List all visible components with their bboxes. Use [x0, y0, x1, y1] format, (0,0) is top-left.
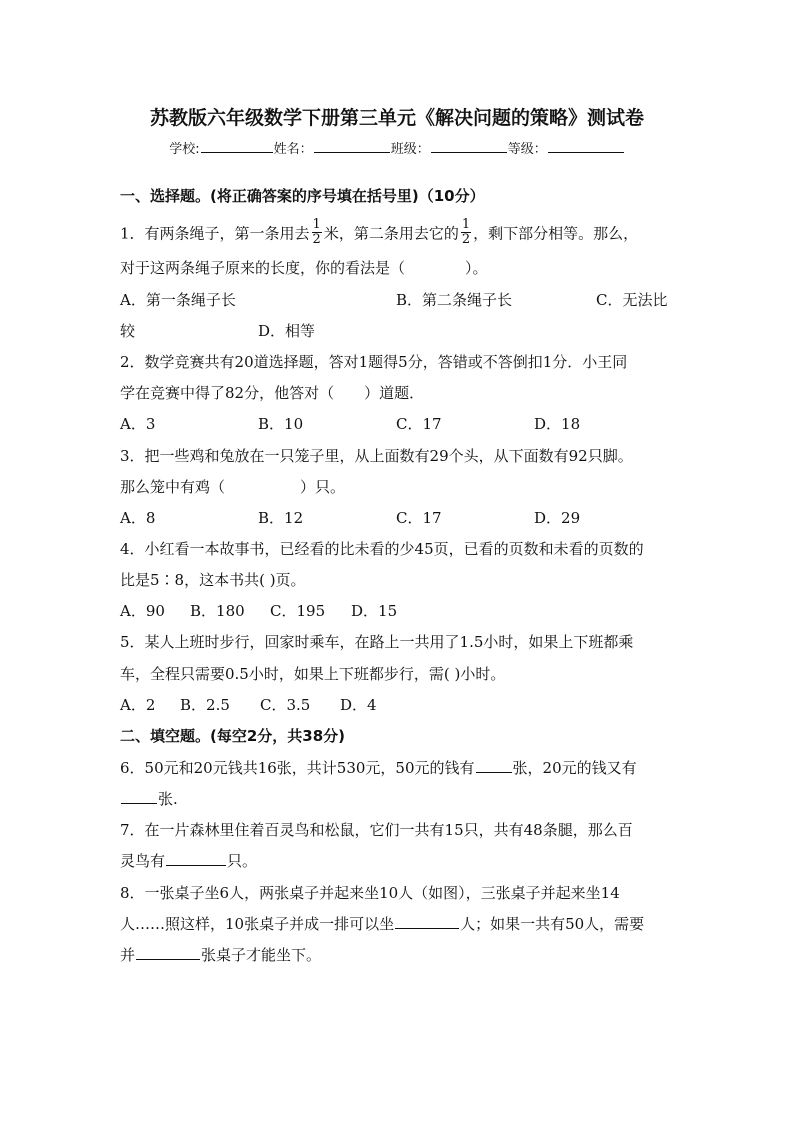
q4-option-b: B．180: [190, 602, 245, 620]
page-title: 苏教版六年级数学下册第三单元《解决问题的策略》测试卷: [149, 107, 644, 129]
q1-text-part2: 米，第二条用去它的: [323, 224, 459, 243]
question-6-line-2: [120, 789, 680, 809]
grade-blank: [548, 138, 624, 153]
question-7-line-2: [120, 851, 680, 871]
q4-option-a: A．90: [120, 602, 165, 620]
fraction-one-half: [312, 218, 322, 247]
question-4-line-1: 4．小红看一本故事书，已经看的比未看的少45页，已看的页数和未看的页数的: [120, 540, 644, 558]
q6-text-c: 张.: [158, 790, 178, 808]
q4-option-c: C．195: [270, 602, 326, 620]
q5-option-c: C．3.5: [260, 696, 311, 714]
q1-option-b: B．第二条绳子长: [396, 291, 513, 309]
question-2-line-1: 2．数学竞赛共有20道选择题，答对1题得5分，答错或不答倒扣1分．小王同: [120, 353, 628, 371]
frac-denominator: 2: [461, 232, 471, 247]
question-5-line-2: 车，全程只需要0.5小时，如果上下班都步行，需( )小时。: [120, 665, 506, 683]
q1-option-d: D．相等: [258, 322, 316, 340]
q5-option-b: B．2.5: [180, 696, 230, 714]
question-7-line-1: 7．在一片森林里住着百灵鸟和松鼠，它们一共有15只，共有48条腿，那么百: [120, 821, 633, 839]
grade-label: 等级：: [507, 142, 547, 157]
class-label: 班级：: [390, 142, 430, 157]
question-3-line-1: 3．把一些鸡和兔放在一只笼子里，从上面数有29个头，从下面数有92只脚。: [120, 447, 633, 465]
q2-option-d: D．18: [534, 415, 581, 433]
question-5-line-1: 5．某人上班时步行，回家时乘车，在路上一共用了1.5小时，如果上下班都乘: [120, 633, 634, 651]
question-6-line-1: [120, 758, 680, 778]
q4-option-d: D．15: [351, 602, 398, 620]
frac-denominator: 2: [312, 232, 321, 247]
q8-blank-1: [395, 914, 459, 929]
q5-option-d: D．4: [340, 696, 377, 714]
question-1-line-2: 对于这两条绳子原来的长度，你的看法是（ ）。: [120, 259, 488, 277]
q6-blank-2: [121, 789, 157, 804]
q6-text-a: 6．50元和20元钱共16张，共计530元，50元的钱有: [120, 759, 475, 777]
question-4-line-2: 比是5∶8，这本书共( )页。: [120, 571, 306, 589]
q1-text-part3: ，剩下部分相等。那么，: [473, 224, 639, 243]
q6-blank-1: [476, 758, 512, 773]
student-info-row: [0, 138, 794, 160]
name-blank: [314, 138, 390, 153]
q8-text-a: 人……照这样，10张桌子并成一排可以坐: [120, 915, 395, 933]
q1-text-part1: 1．有两条绳子，第一条用去: [120, 224, 310, 243]
name-label: 姓名：: [273, 142, 313, 157]
frac-numerator: 1: [312, 217, 321, 232]
q7-text-b: 只。: [227, 852, 258, 870]
q2-option-b: B．10: [258, 415, 304, 433]
q5-option-a: A．2: [120, 696, 156, 714]
q8-blank-2: [136, 945, 200, 960]
q7-blank: [166, 851, 226, 866]
q3-option-b: B．12: [258, 509, 304, 527]
q1-option-c-cont: 较: [120, 322, 136, 340]
question-8-line-3: [120, 945, 680, 965]
q7-text-a: 灵鸟有: [120, 852, 166, 870]
question-1-line-1: [120, 217, 680, 249]
q1-option-c: C．无法比: [596, 291, 668, 309]
q3-option-c: C．17: [396, 509, 442, 527]
q3-option-d: D．29: [534, 509, 581, 527]
section-heading-choice: 一、选择题。(将正确答案的序号填在括号里)（10分）: [120, 187, 485, 205]
class-blank: [431, 138, 507, 153]
q8-text-d: 张桌子才能坐下。: [201, 946, 322, 964]
question-8-line-2: [120, 914, 680, 934]
question-2-line-2: 学在竞赛中得了82分，他答对（ ）道题．: [120, 384, 425, 402]
q6-text-b: 张，20元的钱又有: [512, 759, 637, 777]
school-blank: [201, 138, 273, 153]
question-8-line-1: 8．一张桌子坐6人，两张桌子并起来坐10人（如图），三张桌子并起来坐14: [120, 884, 620, 902]
section-heading-fill: 二、填空题。(每空2分，共38分): [120, 727, 346, 745]
q2-option-c: C．17: [396, 415, 442, 433]
q3-option-a: A．8: [120, 509, 156, 527]
frac-numerator: 1: [461, 217, 471, 232]
q2-option-a: A．3: [120, 415, 156, 433]
q8-text-b: 人；如果一共有50人，需要: [460, 915, 645, 933]
q1-option-a: A．第一条绳子长: [120, 291, 236, 309]
fraction-one-half: [461, 218, 471, 247]
q8-text-c: 并: [120, 946, 136, 964]
school-label: 学校:: [169, 142, 200, 157]
question-3-line-2: 那么笼中有鸡（ ）只。: [120, 478, 346, 496]
